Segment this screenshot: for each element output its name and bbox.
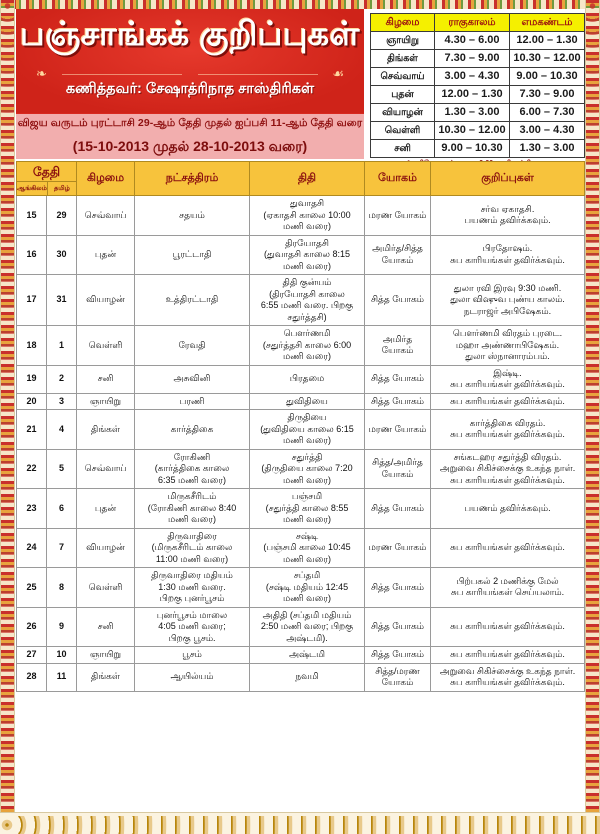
content-area (15, 9, 585, 812)
cell-date-english: 26 (17, 607, 47, 647)
cell-yogam: சித்த யோகம் (365, 393, 431, 410)
table-row (17, 235, 585, 275)
cell-nakshatram: கார்த்திகை (135, 410, 250, 450)
cell-date-tamil: 6 (47, 489, 77, 529)
table-row (17, 410, 585, 450)
cell-yogam: அமிர்த யோகம் (365, 326, 431, 366)
rahu-cell-rahukalam: 3.00 – 4.30 (435, 68, 510, 86)
cell-thithi: நவமி (250, 663, 365, 691)
cell-weekday: ஞாயிறு (77, 647, 135, 664)
cell-yogam: சித்த/அமிர்த யோகம் (365, 449, 431, 489)
rahu-header-rahu: ராகுகாலம் (435, 14, 510, 32)
cell-date-tamil: 29 (47, 196, 77, 236)
panchangam-table-body (17, 196, 585, 692)
cell-date-english: 25 (17, 568, 47, 608)
decorative-border-right (585, 0, 600, 834)
cell-weekday: புதன் (77, 235, 135, 275)
cell-thithi: துவாதசி (ஏகாதசி காலை 10:00 மணி வரை) (250, 196, 365, 236)
cell-date-tamil: 4 (47, 410, 77, 450)
cell-weekday: சனி (77, 365, 135, 393)
cell-notes: சுப காரியங்கள் தவிர்க்கவும். (431, 528, 585, 568)
rahu-cell-day: ஞாயிறு (371, 32, 435, 50)
cell-yogam: மரண யோகம் (365, 196, 431, 236)
table-row (17, 365, 585, 393)
table-row (17, 196, 585, 236)
cell-thithi: சஷ்டி (பஞ்சமி காலை 10:45 மணி வரை) (250, 528, 365, 568)
cell-notes: இஷ்டி. சுப காரியங்கள் தவிர்க்கவும். (431, 365, 585, 393)
panchangam-header-row (17, 162, 585, 196)
rahu-cell-yamagandam: 10.30 – 12.00 (510, 50, 585, 68)
decorative-border-bottom (0, 812, 600, 834)
header-date-english: ஆங்கிலம் (17, 182, 48, 195)
rahu-cell-day: திங்கள் (371, 50, 435, 68)
rahu-table-row (371, 104, 585, 122)
cell-notes: சுப காரியங்கள் தவிர்க்கவும். (431, 647, 585, 664)
cell-thithi: திருதியை (துவிதியை காலை 6:15 மணி வரை) (250, 410, 365, 450)
masthead (16, 9, 364, 159)
table-row (17, 449, 585, 489)
rahu-table-row (371, 122, 585, 140)
cell-date-tamil: 10 (47, 647, 77, 664)
table-row (17, 647, 585, 664)
cell-nakshatram: பரணி (135, 393, 250, 410)
cell-notes: சுப காரியங்கள் தவிர்க்கவும். (431, 607, 585, 647)
rahu-cell-day: புதன் (371, 86, 435, 104)
cell-date-tamil: 1 (47, 326, 77, 366)
cell-nakshatram: பூரட்டாதி (135, 235, 250, 275)
cell-notes: கார்த்திகை விரதம். சுப காரியங்கள் தவிர்க்கவும். (431, 410, 585, 450)
cell-nakshatram: திருவாதிரை (மிருகசீரிடம் காலை 11:00 மணி வரை) (135, 528, 250, 568)
rahu-table-row (371, 140, 585, 158)
cell-notes: பயணம் தவிர்க்கவும். (431, 489, 585, 529)
cell-weekday: திங்கள் (77, 410, 135, 450)
cell-notes: துலா ரவி இரவு 9:30 மணி. துலா விஷுவ புண்ய காலம். நடராஜர் அபிஷேகம். (431, 275, 585, 326)
page-title: பஞ்சாங்கக் குறிப்புகள் (20, 15, 360, 52)
table-row (17, 528, 585, 568)
cell-date-tamil: 30 (47, 235, 77, 275)
rahu-table-row (371, 86, 585, 104)
cell-yogam: சித்த யோகம் (365, 568, 431, 608)
rahu-table-row (371, 50, 585, 68)
rahu-cell-rahukalam: 7.30 – 9.00 (435, 50, 510, 68)
cell-yogam: சித்த யோகம் (365, 607, 431, 647)
cell-nakshatram: திருவாதிரை மதியம் 1:30 மணி வரை. பிறகு புனர்பூசம் (135, 568, 250, 608)
title-banner (16, 9, 364, 113)
cell-notes: சுப காரியங்கள் தவிர்க்கவும். (431, 393, 585, 410)
cell-weekday: புதன் (77, 489, 135, 529)
cell-weekday: திங்கள் (77, 663, 135, 691)
cell-notes: பிற்பகல் 2 மணிக்கு மேல் சுப காரியங்கள் செய்யலாம். (431, 568, 585, 608)
table-row (17, 568, 585, 608)
cell-nakshatram: ஆயில்யம் (135, 663, 250, 691)
cell-date-english: 27 (17, 647, 47, 664)
cell-notes: அறுவை சிகிச்சைக்கு உகந்த நாள். சுப காரியங்கள் தவிர்க்கவும். (431, 663, 585, 691)
table-row (17, 326, 585, 366)
cell-weekday: வியாழன் (77, 528, 135, 568)
header-thithi: திதி (250, 162, 365, 196)
rahu-kalam-body (371, 32, 585, 158)
banner-divider (34, 66, 346, 81)
rahu-table-row (371, 32, 585, 50)
rahu-cell-day: வியாழன் (371, 104, 435, 122)
rahu-cell-yamagandam: 1.30 – 3.00 (510, 140, 585, 158)
cell-yogam: மரண யோகம் (365, 528, 431, 568)
table-row (17, 275, 585, 326)
rahu-cell-yamagandam: 12.00 – 1.30 (510, 32, 585, 50)
cell-yogam: சித்த யோகம் (365, 365, 431, 393)
cell-thithi: பௌர்ணமி (சதுர்த்தசி காலை 6:00 மணி வரை) (250, 326, 365, 366)
cell-notes: பிரதோஷம். சுப காரியங்கள் தவிர்க்கவும். (431, 235, 585, 275)
cell-thithi: திரயோதசி (துவாதசி காலை 8:15 மணி வரை) (250, 235, 365, 275)
date-range-bar (16, 113, 364, 159)
cell-date-tamil: 7 (47, 528, 77, 568)
cell-weekday: செவ்வாய் (77, 449, 135, 489)
panchangam-table-panel (16, 161, 584, 692)
cell-nakshatram: ரேவதி (135, 326, 250, 366)
cell-yogam: சித்த யோகம் (365, 275, 431, 326)
cell-date-english: 21 (17, 410, 47, 450)
rahu-cell-day: சனி (371, 140, 435, 158)
table-row (17, 489, 585, 529)
cell-date-english: 28 (17, 663, 47, 691)
rahu-table-row (371, 68, 585, 86)
date-range-tamil: விஜய வருடம் புரட்டாசி 29-ஆம் தேதி முதல் ஐப்பசி 11-ஆம் தேதி வரை (17, 117, 363, 129)
cell-nakshatram: ரோகிணி (கார்த்திகை காலை 6:35 மணி வரை) (135, 449, 250, 489)
cell-weekday: ஞாயிறு (77, 393, 135, 410)
rahu-header-yama: எமகண்டம் (510, 14, 585, 32)
cell-yogam: மரண யோகம் (365, 410, 431, 450)
cell-date-tamil: 2 (47, 365, 77, 393)
cell-date-tamil: 9 (47, 607, 77, 647)
cell-nakshatram: உத்திரட்டாதி (135, 275, 250, 326)
cell-date-tamil: 3 (47, 393, 77, 410)
panchangam-table (16, 161, 585, 692)
cell-thithi: பிரதமை (250, 365, 365, 393)
cell-nakshatram: அசுவினி (135, 365, 250, 393)
rahu-cell-day: செவ்வாய் (371, 68, 435, 86)
rahu-header-row (371, 14, 585, 32)
cell-date-english: 16 (17, 235, 47, 275)
cell-notes: சங்கடஹர சதுர்த்தி விரதம். அறுவை சிகிச்சைக்கு உகந்த நாள். சுப காரியங்கள் தவிர்க்கவும். (431, 449, 585, 489)
cell-date-tamil: 5 (47, 449, 77, 489)
header-date-group (17, 162, 77, 196)
cell-date-english: 20 (17, 393, 47, 410)
cell-thithi: அஷ்டமி (250, 647, 365, 664)
cell-notes: சர்வ ஏகாதசி. பயணம் தவிர்க்கவும். (431, 196, 585, 236)
cell-date-english: 24 (17, 528, 47, 568)
cell-thithi: சதுர்த்தி (திருதியை காலை 7:20 மணி வரை) (250, 449, 365, 489)
cell-nakshatram: சதயம் (135, 196, 250, 236)
rahu-cell-rahukalam: 1.30 – 3.00 (435, 104, 510, 122)
rahu-kalam-panel (370, 13, 584, 168)
flourish-right-icon: ☙ (332, 66, 344, 81)
rahu-cell-yamagandam: 7.30 – 9.00 (510, 86, 585, 104)
flourish-left-icon: ❧ (36, 66, 47, 81)
rahu-cell-rahukalam: 4.30 – 6.00 (435, 32, 510, 50)
rahu-header-day: கிழமை (371, 14, 435, 32)
header-yogam: யோகம் (365, 162, 431, 196)
cell-date-english: 19 (17, 365, 47, 393)
rahu-cell-yamagandam: 9.00 – 10.30 (510, 68, 585, 86)
cell-weekday: சனி (77, 607, 135, 647)
rahu-cell-yamagandam: 3.00 – 4.30 (510, 122, 585, 140)
rahu-cell-rahukalam: 9.00 – 10.30 (435, 140, 510, 158)
cell-weekday: வெள்ளி (77, 326, 135, 366)
cell-weekday: வியாழன் (77, 275, 135, 326)
cell-nakshatram: புனர்பூசம் மாலை 4:05 மணி வரை; பிறகு பூசம். (135, 607, 250, 647)
header-notes: குறிப்புகள் (431, 162, 585, 196)
cell-yogam: அமிர்த/சித்த யோகம் (365, 235, 431, 275)
cell-nakshatram: பூசம் (135, 647, 250, 664)
cell-thithi: அதிதி (சப்தமி மதியம் 2:50 மணி வரை; பிறகு அஷ்டமி). (250, 607, 365, 647)
decorative-border-left (0, 0, 15, 834)
cell-yogam: சித்த யோகம் (365, 489, 431, 529)
date-range-gregorian: (15-10-2013 முதல் 28-10-2013 வரை) (72, 138, 308, 154)
header-date-tamil: தமிழ் (54, 184, 70, 192)
rahu-cell-rahukalam: 12.00 – 1.30 (435, 86, 510, 104)
cell-date-english: 22 (17, 449, 47, 489)
rahu-cell-rahukalam: 10.30 – 12.00 (435, 122, 510, 140)
cell-nakshatram: மிருகசீரிடம் (ரோகிணி காலை 8:40 மணி வரை) (135, 489, 250, 529)
header-nakshatram: நட்சத்திரம் (135, 162, 250, 196)
cell-date-english: 17 (17, 275, 47, 326)
cell-date-tamil: 8 (47, 568, 77, 608)
cell-thithi: சப்தமி (சஷ்டி மதியம் 12:45 மணி வரை) (250, 568, 365, 608)
cell-date-english: 23 (17, 489, 47, 529)
decorative-border-top (0, 0, 600, 9)
cell-weekday: வெள்ளி (77, 568, 135, 608)
cell-thithi: பஞ்சமி (சதுர்த்தி காலை 8:55 மணி வரை) (250, 489, 365, 529)
table-row (17, 663, 585, 691)
cell-yogam: சித்த/மரண யோகம் (365, 663, 431, 691)
cell-weekday: செவ்வாய் (77, 196, 135, 236)
cell-date-tamil: 11 (47, 663, 77, 691)
header-date-label: தேதி (32, 164, 61, 179)
rahu-cell-day: வெள்ளி (371, 122, 435, 140)
header-day: கிழமை (77, 162, 135, 196)
cell-notes: பௌர்ணமி விரதம் புரடை. மஹா அண்ணாபிஷேகம். துலா ஸ்நானாரம்பம். (431, 326, 585, 366)
cell-date-english: 15 (17, 196, 47, 236)
cell-yogam: சித்த யோகம் (365, 647, 431, 664)
cell-date-tamil: 31 (47, 275, 77, 326)
cell-thithi: திதி குன்யம் (திரயோதசி காலை 6:55 மணி வரை. பிறகு சதுர்த்தசி) (250, 275, 365, 326)
author-credit: கணித்தவர்: சேஷாத்ரிநாத சாஸ்திரிகள் (65, 81, 315, 97)
cell-thithi: துவிதியை (250, 393, 365, 410)
rahu-kalam-table (370, 13, 585, 158)
table-row (17, 607, 585, 647)
rahu-cell-yamagandam: 6.00 – 7.30 (510, 104, 585, 122)
table-row (17, 393, 585, 410)
cell-date-english: 18 (17, 326, 47, 366)
